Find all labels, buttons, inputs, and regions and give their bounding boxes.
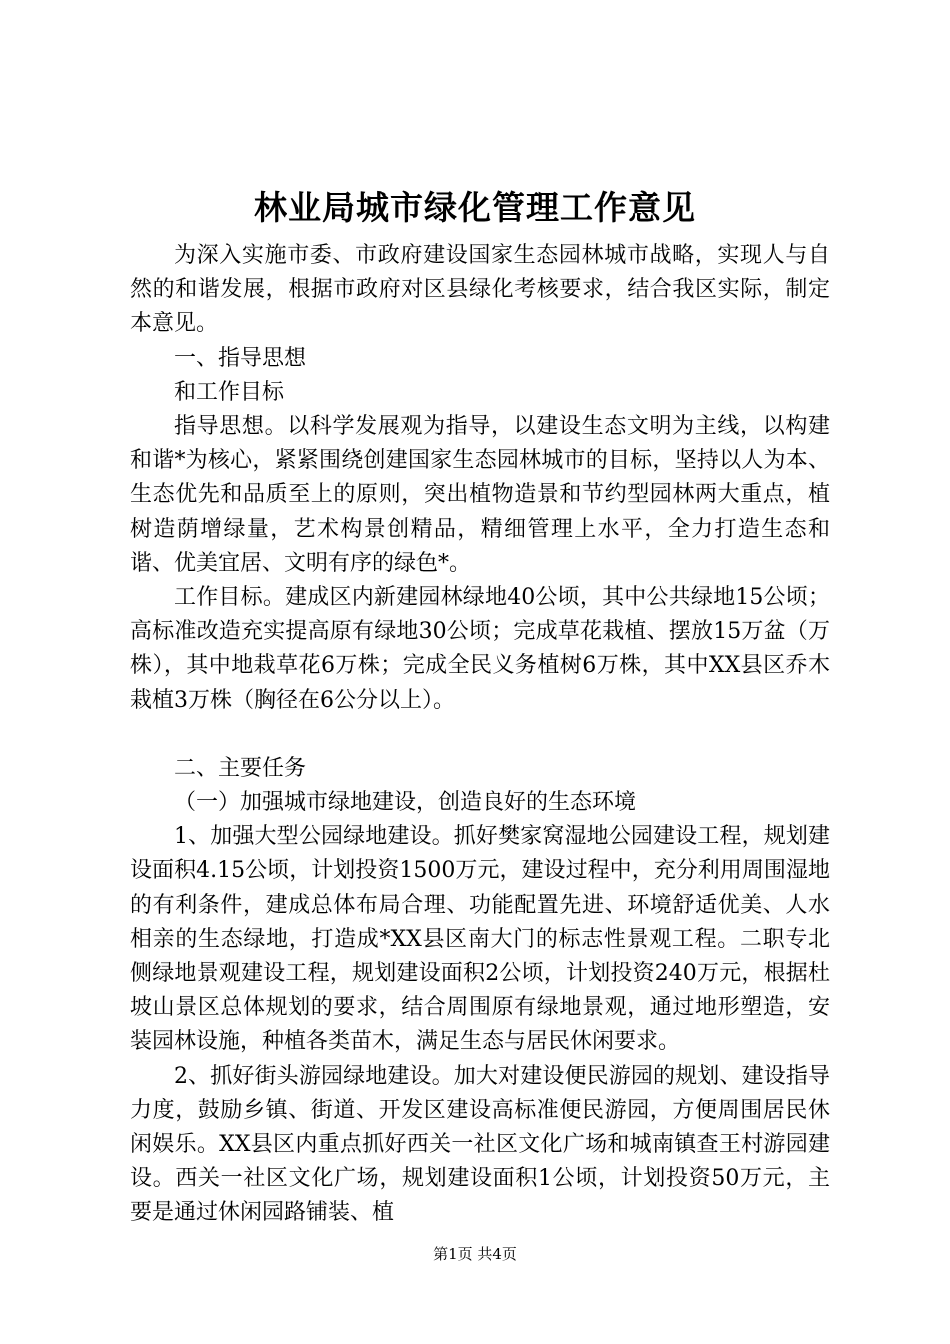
guiding-thought-paragraph: 指导思想。以科学发展观为指导，以建设生态文明为主线，以构建和谐*为核心，紧紧围绕创建国家生态园林城市的目标，坚持以人为本、生态优先和品质至上的原则，突出植物造景和节约型园林两大重点，植树造荫增绿量，艺术构景创精品，精细管理上水平，全力打造生态和谐、优美宜居、文明有序的绿色*。 — [130, 414, 830, 576]
task-paragraph-2: 2、抓好街头游园绿地建设。加大对建设便民游园的规划、建设指导力度，鼓励乡镇、街道、开发区建设高标准便民游园，方便周围居民休闲娱乐。XX县区内重点抓好西关一社区文化广场和城南镇查王村游园建设。西关一社区文化广场，规划建设面积1公顷，计划投资50万元，主要是通过休闲园路铺装、植 — [130, 1063, 830, 1226]
subsection-heading-green-space: （一）加强城市绿地建设，创造良好的生态环境 — [174, 790, 637, 816]
document-title: 林业局城市绿化管理工作意见 — [254, 188, 696, 227]
document-body — [130, 239, 830, 1231]
section-heading-continuation: 和工作目标 — [174, 379, 285, 405]
work-goal-paragraph: 工作目标。建成区内新建园林绿地40公顷，其中公共绿地15公顷；高标准改造充实提高原有绿地30公顷；完成草花栽植、摆放15万盆（万株），其中地栽草花6万株；完成全民义务植树6万株，其中XX县区乔木栽植3万株（胸径在6公分以上）。 — [130, 585, 830, 713]
page-footer: 第1页 共4页 — [433, 1245, 517, 1263]
section-heading-guiding-thought: 一、指导思想 — [174, 345, 307, 371]
intro-paragraph: 为深入实施市委、市政府建设国家生态园林城市战略，实现人与自然的和谐发展，根据市政府对区县绿化考核要求，结合我区实际，制定本意见。 — [130, 243, 830, 337]
section-heading-main-tasks: 二、主要任务 — [174, 755, 307, 781]
task-paragraph-1: 1、加强大型公园绿地建设。抓好樊家窝湿地公园建设工程，规划建设面积4.15公顷，计划投资1500万元，建设过程中，充分利用周围湿地的有利条件，建成总体布局合理、功能配置先进、环境舒适优美、人水相亲的生态绿地，打造成*XX县区南大门的标志性景观工程。二职专北侧绿地景观建设工程，规划建设面积2公顷，计划投资240万元，根据杜坡山景区总体规划的要求，结合周围原有绿地景观，通过地形塑造，安装园林设施，种植各类苗木，满足生态与居民休闲要求。 — [130, 824, 830, 1055]
